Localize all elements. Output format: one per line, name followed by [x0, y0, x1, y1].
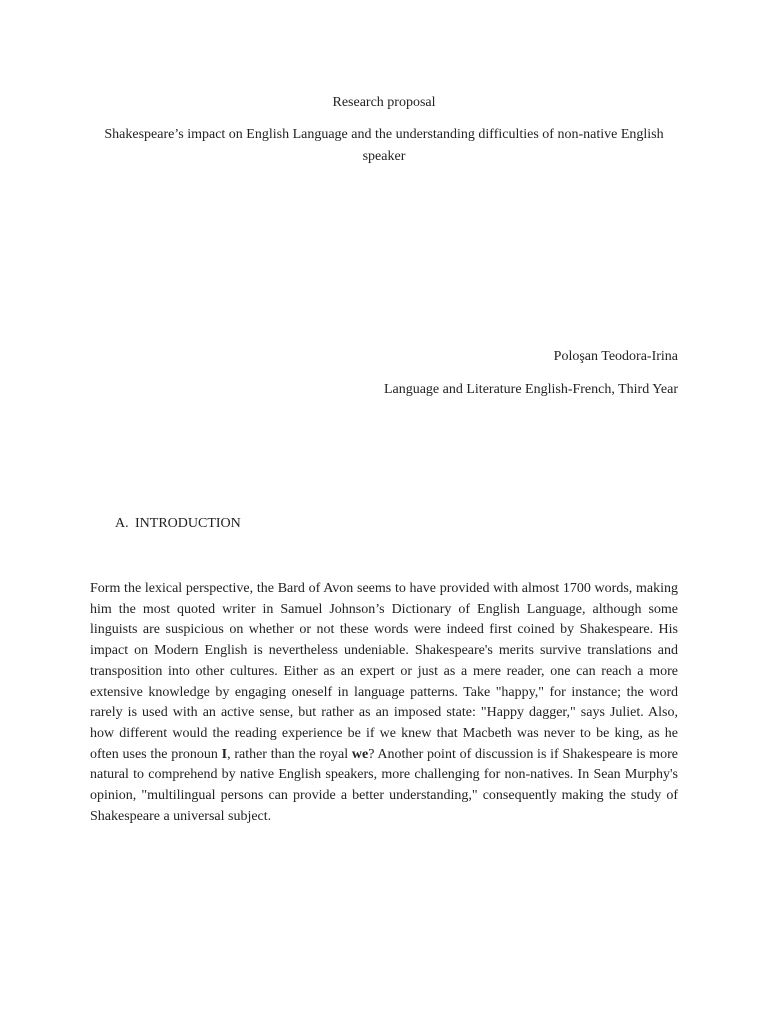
section-title: INTRODUCTION	[135, 516, 241, 531]
section-heading	[115, 513, 241, 535]
introduction-paragraph	[90, 579, 678, 827]
document-subtitle: Shakespeare’s impact on English Language and the understanding difficulties of non-native English speaker	[104, 127, 664, 164]
paragraph-text-3: ? Another point of discussion is if Shakespeare is more natural to comprehend by native English speakers, more challenging for non-natives. In Sean Murphy's opinion, "multilingual persons can provide a better understanding," consequently making the study of Shakespeare a universal subject.	[90, 746, 678, 824]
author-program: Language and Literature English-French, Third Year	[383, 382, 678, 397]
document-title: Research proposal	[332, 95, 436, 110]
paragraph-text-2: , rather than the royal	[227, 746, 352, 762]
paragraph-bold-pronoun-i: I	[221, 746, 228, 762]
author-name: Poloşan Teodora-Irina	[553, 349, 678, 364]
paragraph-bold-pronoun-we: we	[351, 746, 369, 762]
section-marker: A.	[115, 516, 129, 531]
paragraph-text-1: Form the lexical perspective, the Bard of Avon seems to have provided with almost 1700 words, making him the most quoted writer in Samuel Johnson’s Dictionary of English Language, although some linguists are suspicious on whether or not these words were indeed first coined by Shakespeare. His impact on Modern English is nevertheless undeniable. Shakespeare's merits survive translations and transposition into other cultures. Either as an expert or just as a mere reader, one can reach a more extensive knowledge by engaging oneself in language patterns. Take "happy," for instance; the word rarely is used with an active sense, but rather as an imposed state: "Happy dagger," says Juliet. Also, how different would the reading experience be if we knew that Macbeth was never to be king, as he often uses the pronoun	[90, 581, 678, 762]
